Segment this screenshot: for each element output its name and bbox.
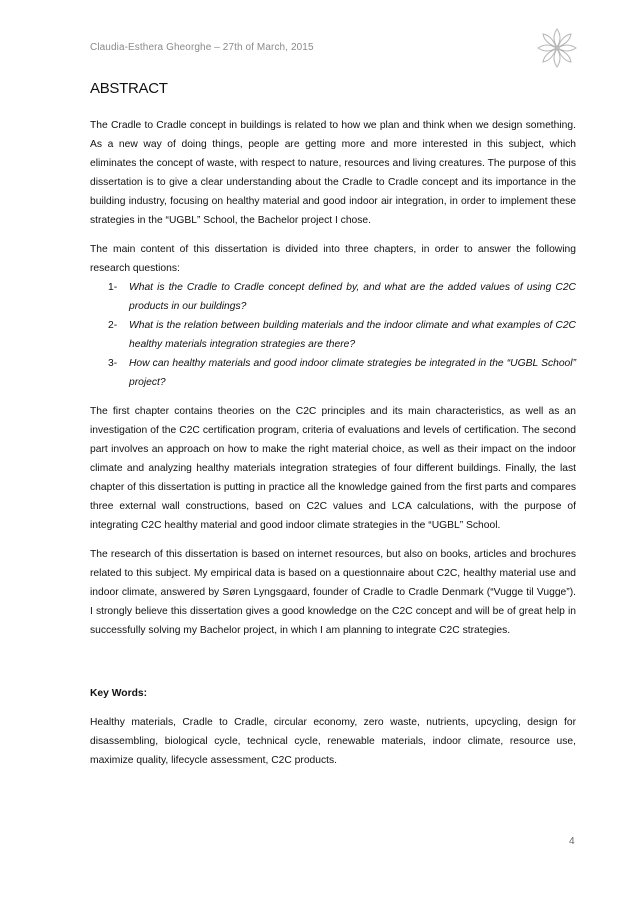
page-title: ABSTRACT — [90, 80, 168, 97]
list-item — [90, 354, 576, 392]
running-header: Claudia-Esthera Gheorghe – 27th of March, 2015 — [90, 42, 314, 53]
question-text: What is the Cradle to Cradle concept defined by, and what are the added values of using C2C products in our buildings? — [129, 282, 576, 312]
paragraph-research-sources: The research of this dissertation is based on internet resources, but also on books, articles and brochures related to this subject. My empirical data is based on a questionnaire about C2C, healthy material use and indoor climate, answered by Søren Lyngsgaard, founder of Cradle to Cradle Denmark (“Vugge til Vugge”). I strongly believe this dissertation gives a good knowledge on the C2C concept and will be of great help in successfully solving my Bachelor project, in which I am planning to integrate C2C strategies. — [90, 549, 576, 636]
keywords-text: Healthy materials, Cradle to Cradle, circular economy, zero waste, nutrients, upcycling, design for disassembling, biological cycle, technical cycle, renewable materials, indoor climate, resource use, maximize quality, lifecycle assessment, C2C products. — [90, 717, 576, 766]
paragraph-chapters: The main content of this dissertation is divided into three chapters, in order to answer the following research questions: — [90, 244, 576, 274]
research-questions-list — [90, 278, 576, 392]
question-text: How can healthy materials and good indoor climate strategies be integrated in the “UGBL School” project? — [129, 358, 576, 388]
list-number: 1- — [108, 282, 118, 293]
list-item — [90, 316, 576, 354]
paragraph-intro: The Cradle to Cradle concept in buildings is related to how we plan and think when we design something. As a new way of doing things, people are getting more and more interested in this subject, which eliminates the concept of waste, with respect to nature, resources and living creatures. The purpose of this dissertation is to give a clear understanding about the Cradle to Cradle concept and its importance in the building industry, focusing on healthy material and good indoor air integration, in order to implement these strategies in the “UGBL” School, the Bachelor project I chose. — [90, 120, 576, 226]
list-number: 2- — [108, 320, 118, 331]
list-item — [90, 278, 576, 316]
keywords-label: Key Words: — [90, 688, 148, 699]
abstract-body — [90, 116, 576, 780]
paragraph-chapter-summary: The first chapter contains theories on the C2C principles and its main characteristics, as well as an investigation of the C2C certification program, criteria of evaluations and levels of certification. The second part involves an approach on how to make the right material choice, as well as their impact on the indoor climate and analyzing healthy materials integration strategies of four different buildings. Finally, the last chapter of this dissertation is putting in practice all the knowledge gained from the first parts and compares three external wall constructions, based on C2C values and LCA calculations, with the purpose of integrating C2C healthy material and good indoor climate strategies in the “UGBL” School. — [90, 406, 576, 531]
question-text: What is the relation between building materials and the indoor climate and what examples of C2C healthy materials integration strategies are there? — [129, 320, 576, 350]
page-number: 4 — [569, 836, 575, 847]
leaf-star-icon — [534, 25, 580, 71]
list-number: 3- — [108, 358, 118, 369]
